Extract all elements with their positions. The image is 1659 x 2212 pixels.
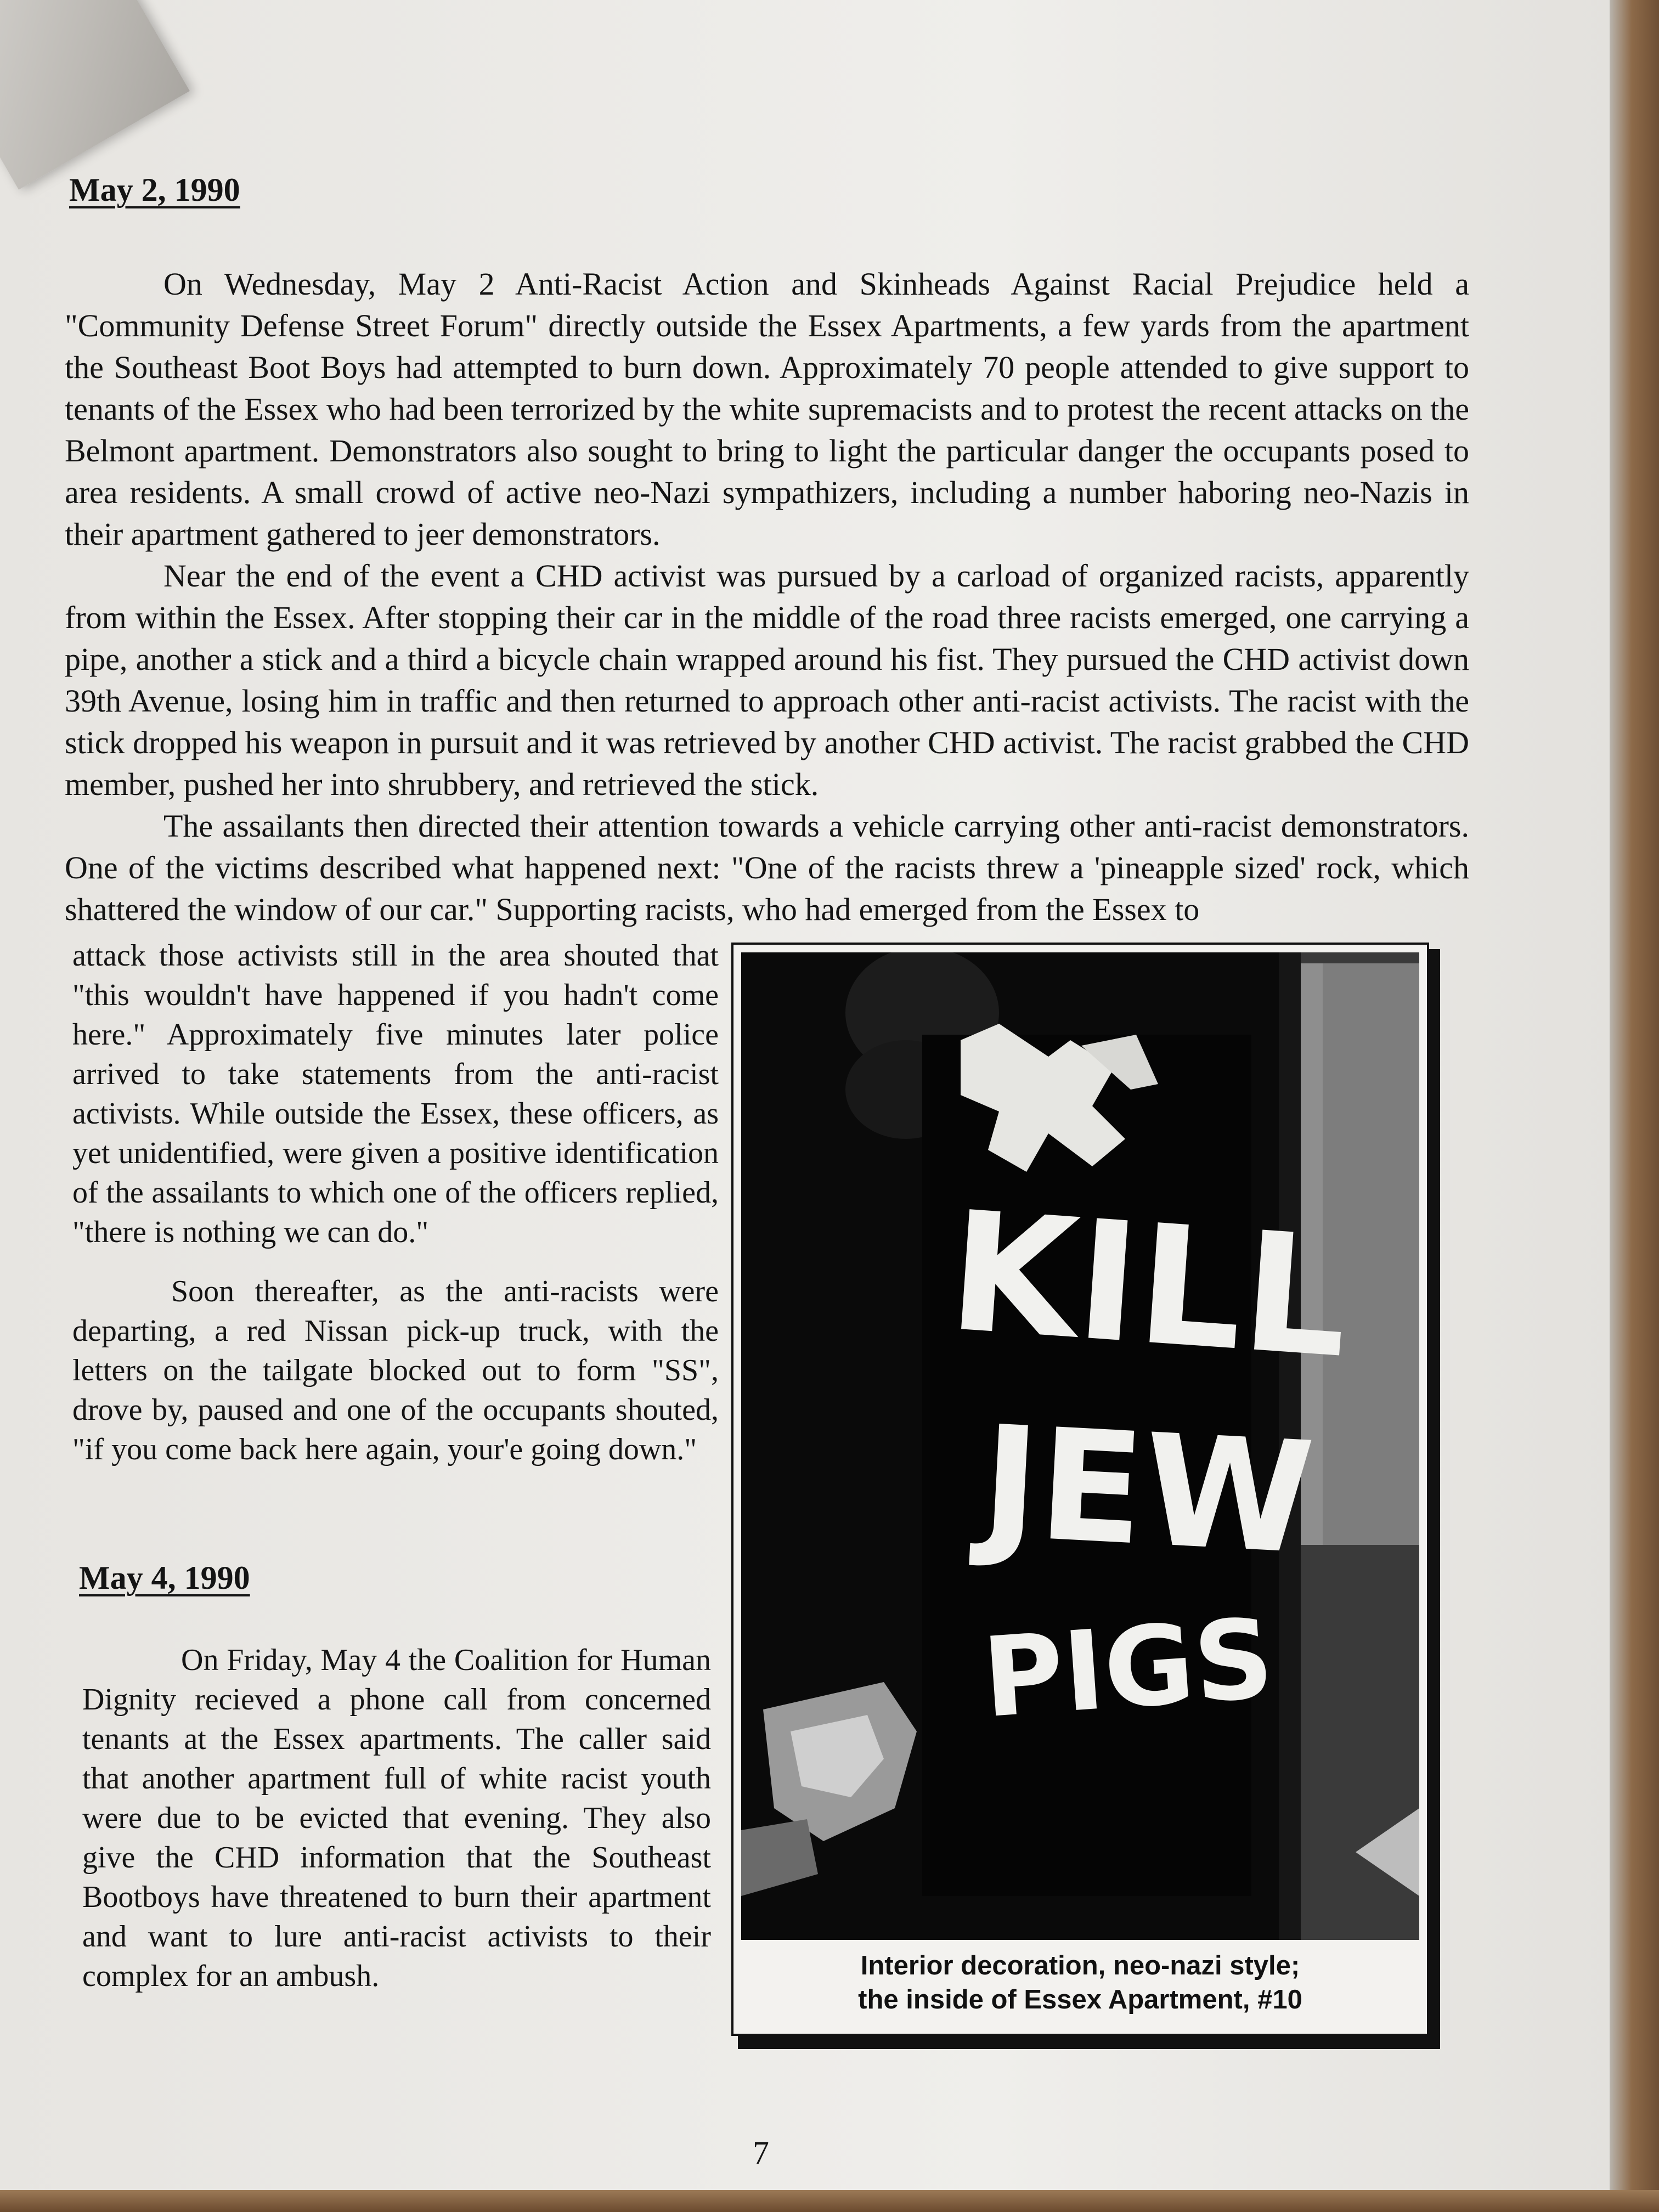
graffiti-kill-text [944,1176,1355,1395]
graffiti-photo [741,952,1419,1940]
wood-table-edge [1610,0,1659,2212]
wood-table-bottom [0,2190,1659,2212]
svg-text:KILL: KILL [943,1176,1355,1395]
paragraph-nissan-truck: Soon thereafter, as the anti-racists were departing, a red Nissan pick-up truck, with the letters on the tailgate blocked out to form "SS", drove by, paused and one of the occupants shouted, "if you come back here again, your'e going down." [72,1274,719,1466]
svg-text:PIGS: PIGS [979,1594,1278,1743]
may-2-body [65,263,1469,930]
may-2-column-continuation [72,936,719,1469]
page-number: 7 [753,2135,769,2171]
paragraph-street-forum: On Wednesday, May 2 Anti-Racist Action and Skinheads Against Racial Prejudice held a "Community Defense Street Forum" directly outside the Essex Apartments, a few yards from the apartment the Southeast Boot Boys had attempted to burn down. Approximately 70 people attended to give support to tenants of the Essex who had been terrorized by the white supremacists and to protest the recent attacks on the Belmont apartment. Demonstrators also sought to bring to light the particular danger the occupants posed to area residents. A small crowd of active neo-Nazi sympathizers, including a number haboring neo-Nazis in their apartment gathered to jeer demonstrators. [65,266,1469,552]
paragraph-chd-pursuit: Near the end of the event a CHD activist was pursued by a carload of organized racists, apparently from within the Essex. After stopping their car in the middle of the road three racists emerged, one carrying a pipe, another a stick and a third a bicycle chain wrapped around his fist. They pursued the CHD activist down 39th Avenue, losing him in traffic and then returned to approach other anti-racist activists. The racist with the stick dropped his weapon in pursuit and it was retrieved by another CHD activist. The racist grabbed the CHD member, pushed her into shrubbery, and retrieved the stick. [65,558,1469,802]
paragraph-rock-attack: The assailants then directed their attention towards a vehicle carrying other anti-racist demonstrators. One of the victims described what happened next: "One of the racists threw a 'pineapple sized' rock, which shattered the window of our car." Supporting racists, who had emerged from the Essex to [65,808,1469,927]
caption-line-2: the inside of Essex Apartment, #10 [858,1985,1302,2015]
section-date-may-2: May 2, 1990 [69,172,240,208]
caption-line-1: Interior decoration, neo-nazi style; [860,1951,1300,1980]
section-date-may-4: May 4, 1990 [79,1560,250,1596]
may-4-body [82,1640,711,1996]
svg-text:JEW: JEW [977,1392,1318,1589]
graffiti-pigs-text [979,1595,1277,1742]
figure-caption [741,1949,1419,2017]
graffiti-figure [731,943,1429,2036]
paragraph-police-response: attack those activists still in the area shouted that "this wouldn't have happened if you hadn't come here." Approximately five minutes later police arrived to take statements from the anti-racist activists. While outside the Essex, these officers, as yet unidentified, were given a positive identification of the assailants to which one of the officers replied, "there is nothing we can do." [72,939,719,1249]
paragraph-phone-call: On Friday, May 4 the Coalition for Human Dignity recieved a phone call from concerned tenants at the Essex apartments. The caller said that another apartment full of white racist youth were due to be evicted that evening. They also give the CHD information that the Southeast Bootboys have threatened to burn their apartment and want to lure anti-racist activists to their complex for an ambush. [82,1643,711,1993]
graffiti-jew-text [968,1392,1318,1589]
show-through-text [143,137,1459,179]
